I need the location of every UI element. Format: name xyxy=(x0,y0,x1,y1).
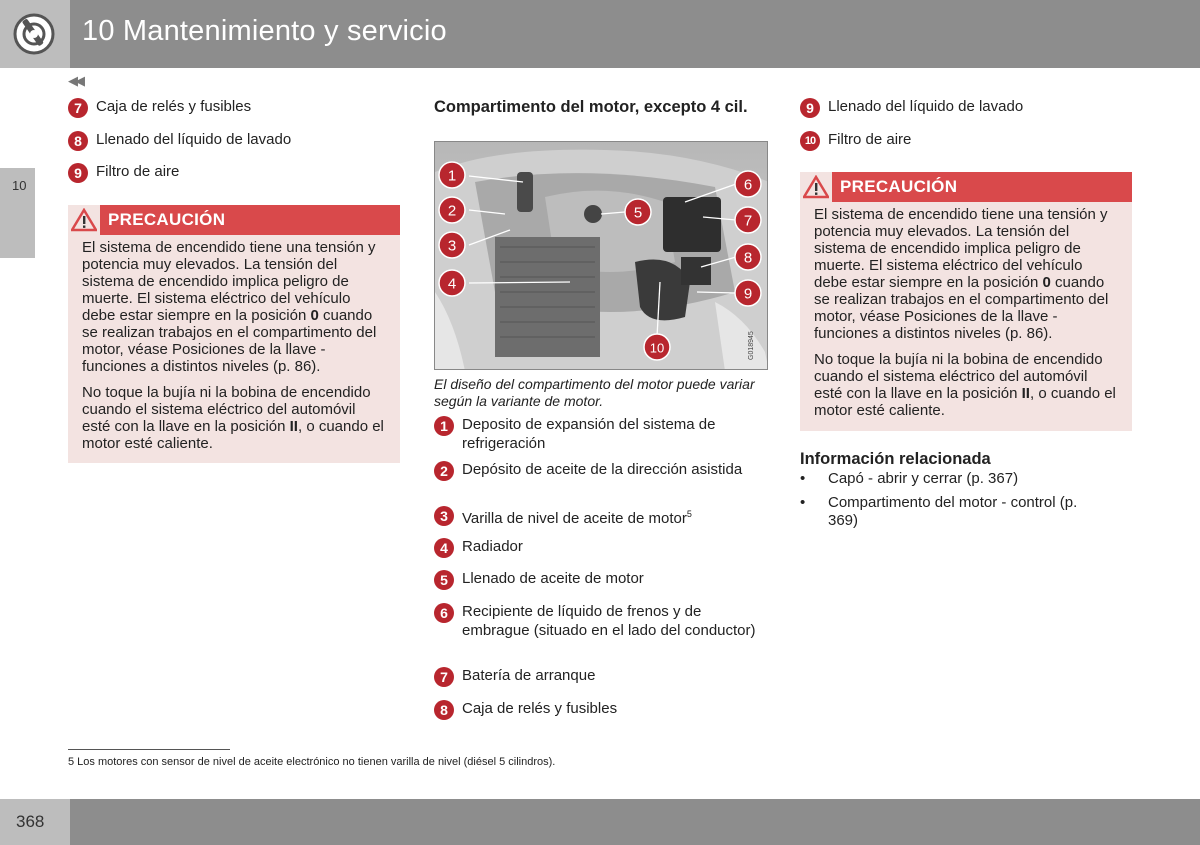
list-item-text: Batería de arranque xyxy=(462,667,596,684)
list-item xyxy=(68,97,398,118)
chapter-tab-number: 10 xyxy=(12,178,27,193)
bullet-icon: • xyxy=(800,494,806,511)
number-badge: 7 xyxy=(68,98,88,118)
warning-title: PRECAUCIÓN xyxy=(108,210,226,229)
list-item xyxy=(434,415,768,453)
wrench-gear-icon xyxy=(13,13,55,55)
number-badge: 4 xyxy=(434,538,454,558)
list-item-text-main: Varilla de nivel de aceite de motor xyxy=(462,510,687,527)
list-item xyxy=(434,505,768,528)
list-item xyxy=(434,537,768,558)
number-badge: 1 xyxy=(434,416,454,436)
list-item xyxy=(800,130,1132,151)
svg-text:4: 4 xyxy=(447,275,457,293)
list-item-text: Radiador xyxy=(462,538,523,555)
list-item-text: Caja de relés y fusibles xyxy=(96,98,252,115)
list-item-text: Filtro de aire xyxy=(828,131,912,148)
list-item-text: Deposito de expansión del sistema de refrigeración xyxy=(462,416,716,452)
warning-box xyxy=(68,205,400,463)
footnote-ref[interactable]: 5 xyxy=(686,509,692,519)
number-badge: 8 xyxy=(68,131,88,151)
related-link-item[interactable] xyxy=(800,470,1130,488)
list-item xyxy=(434,569,768,590)
svg-text:1: 1 xyxy=(447,167,457,185)
number-badge: 7 xyxy=(434,667,454,687)
back-arrows-icon[interactable]: ◀◀ xyxy=(68,73,82,88)
warning-body xyxy=(800,202,1132,427)
section-heading: Compartimento del motor, excepto 4 cil. xyxy=(434,98,748,116)
engine-compartment-figure xyxy=(434,141,768,370)
list-item-text: Llenado del líquido de lavado xyxy=(96,131,292,148)
number-badge: 9 xyxy=(800,98,820,118)
list-item xyxy=(434,460,754,481)
related-link-item[interactable] xyxy=(800,494,1090,530)
number-badge: 9 xyxy=(68,163,88,183)
page-footer xyxy=(0,799,1200,845)
warning-paragraph: El sistema de encendido tiene una tensión y potencia muy elevados. La tensión del sistema de encendido implica peligro de muerte. El sistema eléctrico del vehículo debe estar siempre en la posición 0 cuando se realizan trabajos en el compartimento del motor, véase Posiciones de la llave - funciones a distintos niveles (p. 86). xyxy=(814,206,1109,342)
list-item xyxy=(68,130,398,151)
list-item xyxy=(434,666,768,687)
list-item-text: Recipiente de líquido de frenos y de embrague (situado en el lado del conductor) xyxy=(462,603,756,639)
list-item-text: Llenado del líquido de lavado xyxy=(828,98,1024,115)
svg-text:5: 5 xyxy=(633,204,643,222)
svg-text:3: 3 xyxy=(447,237,457,255)
warning-box xyxy=(800,172,1132,431)
list-item-text: Llenado de aceite de motor xyxy=(462,570,644,587)
engine-illustration xyxy=(435,142,768,370)
warning-header xyxy=(800,172,1132,202)
chapter-icon-box xyxy=(0,0,70,68)
list-item xyxy=(434,602,768,640)
number-badge: 5 xyxy=(434,570,454,590)
warning-body xyxy=(68,235,400,460)
figure-code: G018945 xyxy=(748,331,755,360)
figure-caption: El diseño del compartimento del motor puede variar según la variante de motor. xyxy=(434,376,755,409)
warning-triangle-icon xyxy=(68,205,100,235)
warning-paragraph: No toque la bujía ni la bobina de encendido cuando el sistema eléctrico del automóvil esté con la llave en la posición II, o cuando el motor esté caliente. xyxy=(814,351,1116,419)
svg-text:7: 7 xyxy=(743,212,753,230)
warning-header xyxy=(68,205,400,235)
number-badge: 8 xyxy=(434,700,454,720)
related-info-heading: Información relacionada xyxy=(800,450,991,468)
list-item-text: Filtro de aire xyxy=(96,163,180,180)
svg-text:9: 9 xyxy=(743,285,753,303)
number-badge: 6 xyxy=(434,603,454,623)
warning-triangle-icon xyxy=(800,172,832,202)
number-badge: 2 xyxy=(434,461,454,481)
svg-text:8: 8 xyxy=(743,249,753,267)
svg-text:10: 10 xyxy=(649,340,665,356)
number-badge: 3 xyxy=(434,506,454,526)
related-link[interactable]: Capó - abrir y cerrar (p. 367) xyxy=(828,470,1019,487)
list-item-text: Depósito de aceite de la dirección asistida xyxy=(462,461,743,478)
number-badge: 10 xyxy=(800,131,820,151)
list-item-text xyxy=(462,505,692,528)
bullet-icon: • xyxy=(800,470,806,487)
related-link[interactable]: Compartimento del motor - control (p. 369) xyxy=(828,494,1078,529)
footnote-divider xyxy=(68,749,230,750)
list-item-text: Caja de relés y fusibles xyxy=(462,700,618,717)
list-item xyxy=(434,699,768,720)
list-item xyxy=(800,97,1132,118)
page-number: 368 xyxy=(16,812,45,831)
warning-paragraph: No toque la bujía ni la bobina de encendido cuando el sistema eléctrico del automóvil esté con la llave en la posición II, o cuando el motor esté caliente. xyxy=(82,384,384,452)
svg-text:2: 2 xyxy=(447,202,457,220)
svg-text:6: 6 xyxy=(743,176,753,194)
list-item xyxy=(68,162,398,183)
warning-paragraph: El sistema de encendido tiene una tensión y potencia muy elevados. La tensión del sistema de encendido implica peligro de muerte. El sistema eléctrico del vehículo debe estar siempre en la posición 0 cuando se realizan trabajos en el compartimento del motor, véase Posiciones de la llave - funciones a distintos niveles (p. 86). xyxy=(82,239,377,375)
chapter-title: 10 Mantenimiento y servicio xyxy=(82,15,447,47)
footnote: 5 Los motores con sensor de nivel de aceite electrónico no tienen varilla de nivel (diésel 5 cilindros). xyxy=(68,756,556,768)
warning-title: PRECAUCIÓN xyxy=(840,177,958,196)
